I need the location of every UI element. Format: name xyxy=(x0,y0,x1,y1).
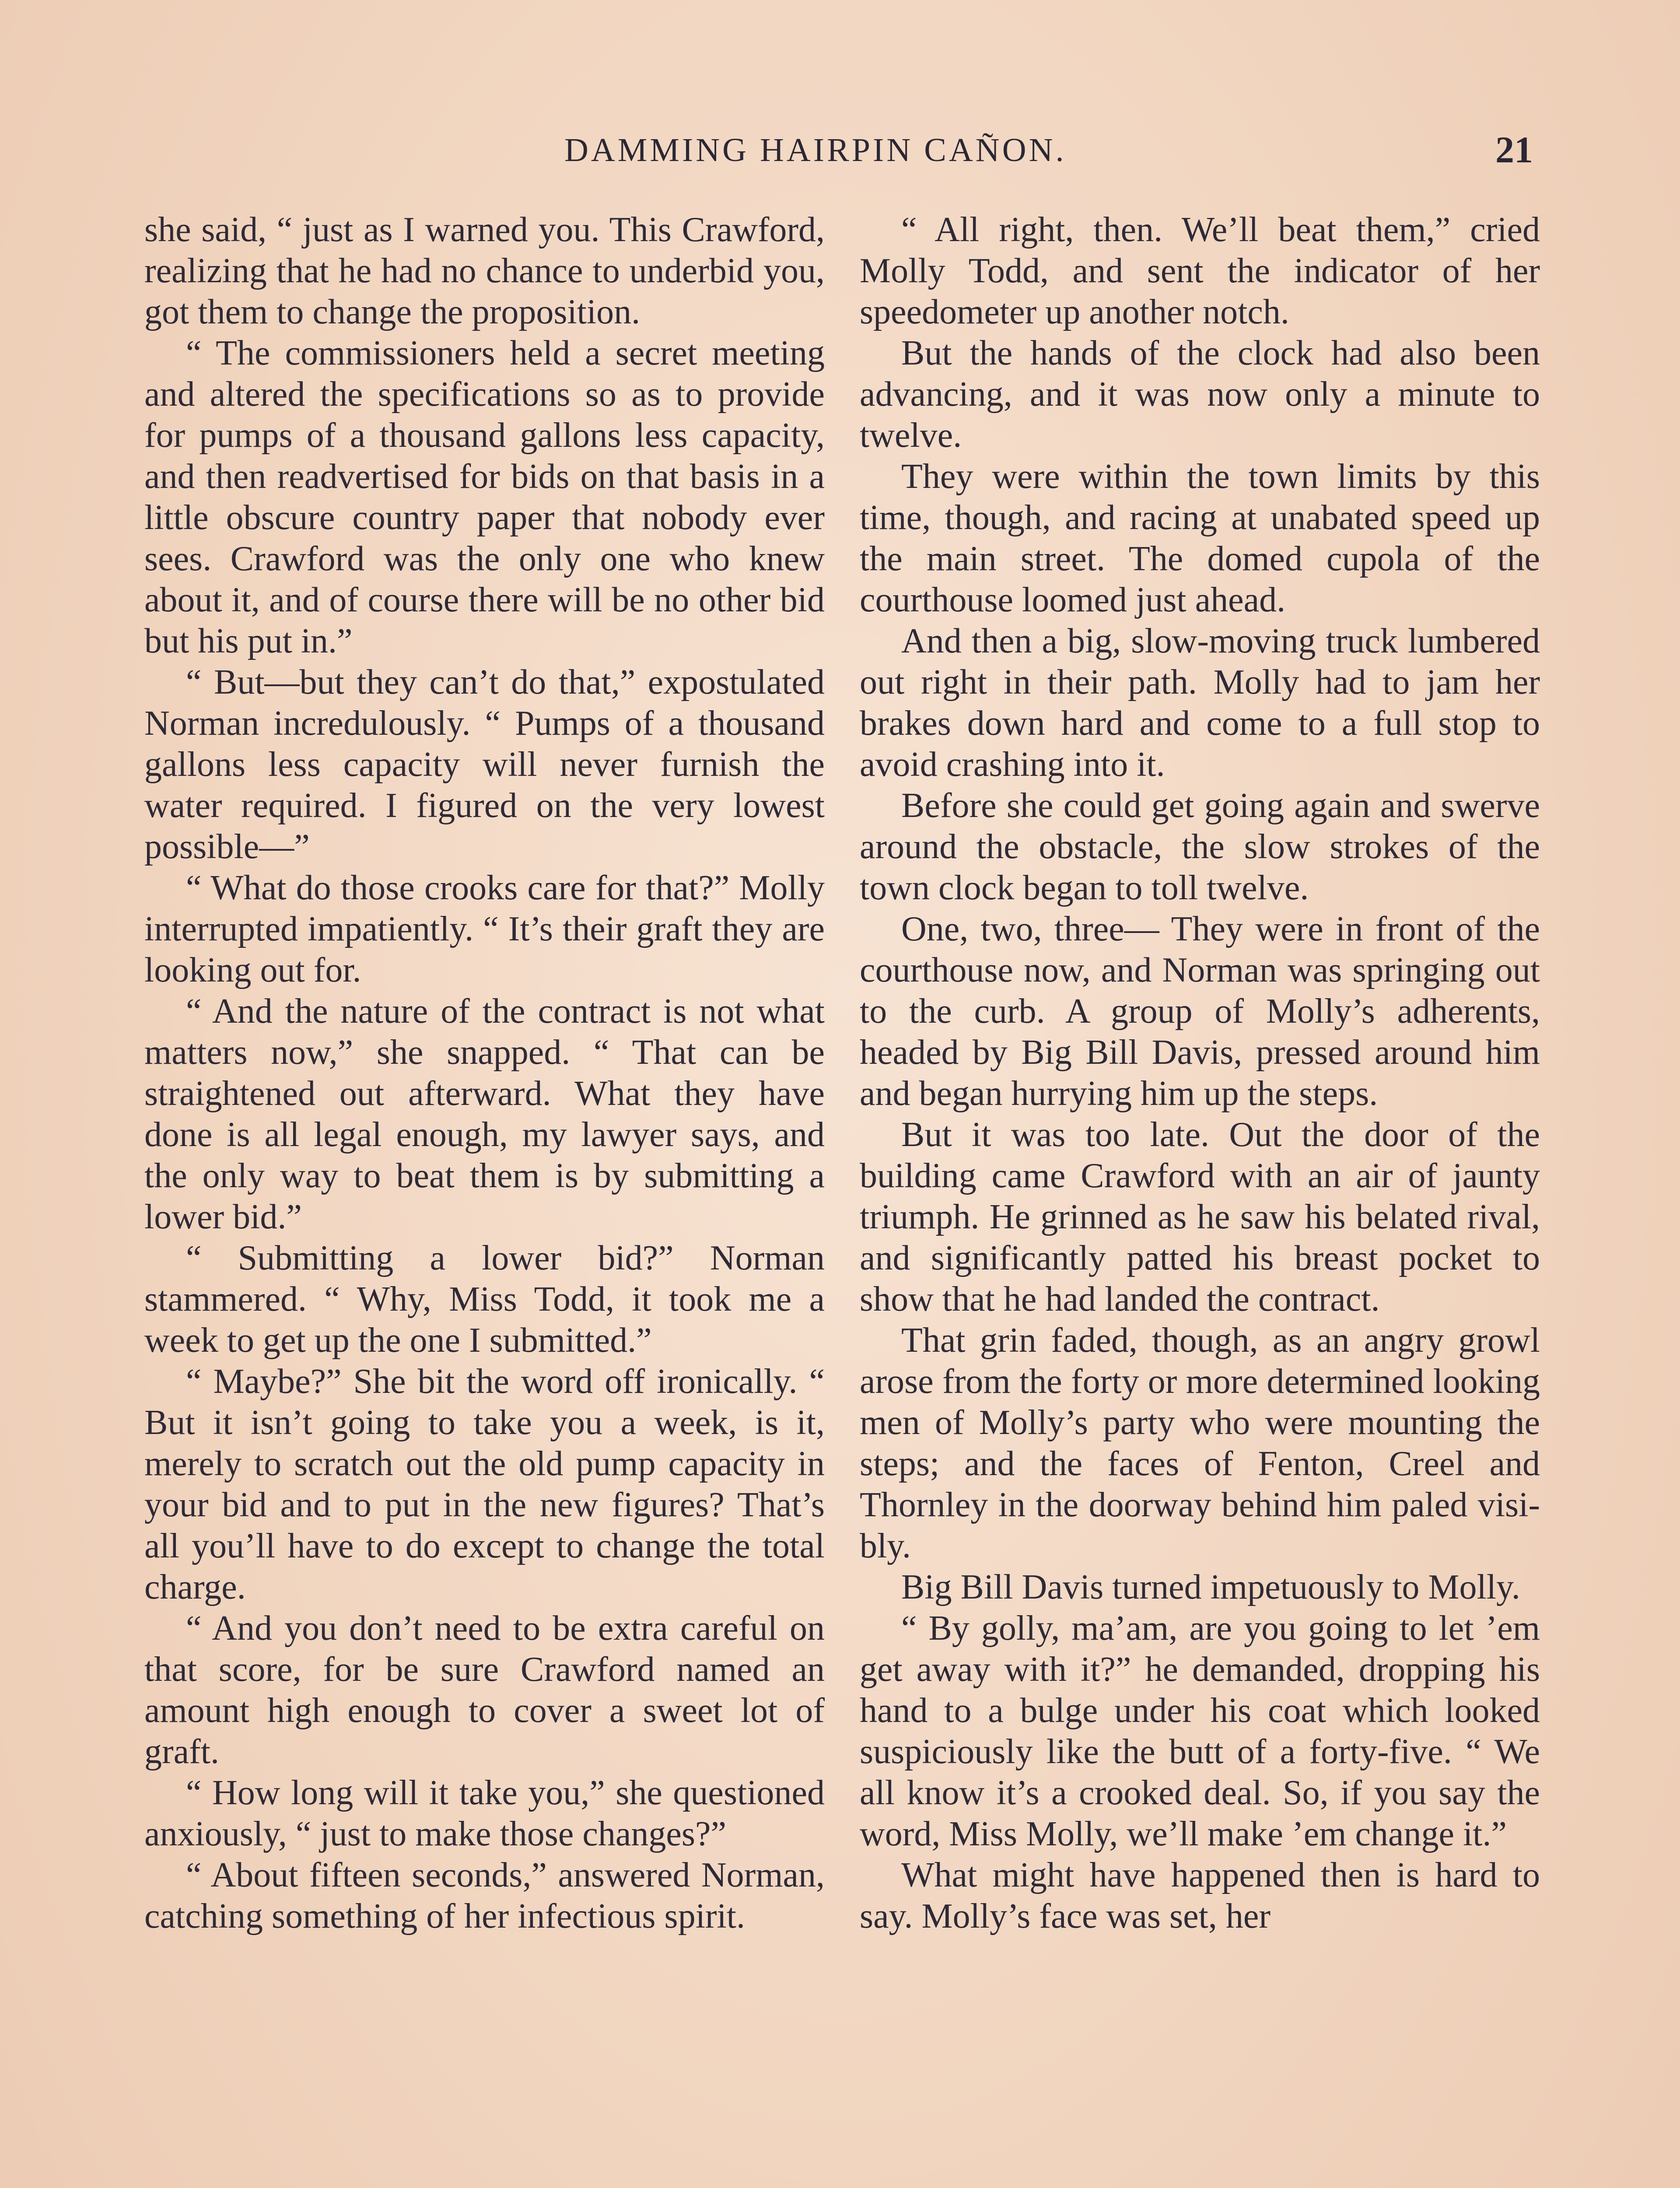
paragraph: “ Maybe?” She bit the word off ironically. “ But it isn’t going to take you a week, is it, merely to scratch out the old pump capacity in your bid and to put in the new figures? That’s all you’ll have to do except to change the total charge. xyxy=(144,1362,825,1606)
paragraph: “ About fifteen seconds,” answered Norman, catching something of her infectious spirit. xyxy=(144,1856,825,1936)
paragraph: That grin faded, though, as an angry growl arose from the forty or more determined looking men of Molly’s party who were mounting the steps; and the faces of Fenton, Creel and Thornley in the doorway behind him paled visibly. xyxy=(860,1321,1540,1565)
paragraph: she said, “ just as I warned you. This Crawford, realizing that he had no chance to underbid you, got them to change the proposition. xyxy=(144,210,825,331)
paragraph: “ By golly, ma’am, are you going to let ’em get away with it?” he demanded, dropping his hand to a bulge under his coat which looked suspiciously like the butt of a forty-five. “ We all know it’s a crooked deal. So, if you say the word, Miss Molly, we’ll make ’em change it.” xyxy=(860,1609,1540,1853)
paragraph: What might have happened then is hard to say. Molly’s face was set, her xyxy=(860,1856,1540,1936)
paragraph: “ All right, then. We’ll beat them,” cried Molly Todd, and sent the indicator of her speedometer up another notch. xyxy=(860,210,1540,331)
paragraph: And then a big, slow-moving truck lumbered out right in their path. Molly had to jam her brakes down hard and come to a full stop to avoid crashing into it. xyxy=(860,622,1540,784)
page-number: 21 xyxy=(1495,129,1533,171)
paragraph: “ Submitting a lower bid?” Norman stammered. “ Why, Miss Todd, it took me a week to get up the one I submitted.” xyxy=(144,1239,825,1360)
paragraph: “ What do those crooks care for that?” Molly interrupted impatiently. “ It’s their graft they are looking out for. xyxy=(144,869,825,989)
paragraph: Big Bill Davis turned impetuously to Molly. xyxy=(901,1568,1520,1606)
paragraph: “ But—but they can’t do that,” expostulated Norman incredulously. “ Pumps of a thousand gallons less capacity will never furnish the water required. I figured on the very lowest possible—” xyxy=(144,663,825,866)
paragraph: One, two, three— They were in front of the courthouse now, and Norman was springing out to the curb. A group of Molly’s adherents, headed by Big Bill Davis, pressed around him and began hurrying him up the steps. xyxy=(860,910,1540,1113)
paragraph: “ And you don’t need to be extra careful on that score, for be sure Crawford named an amount high enough to cover a sweet lot of graft. xyxy=(144,1609,825,1771)
paragraph: They were within the town limits by this time, though, and racing at unabated speed up the main street. The domed cupola of the courthouse loomed just ahead. xyxy=(860,457,1540,619)
left-text-column xyxy=(144,209,825,1937)
paragraph: “ The commissioners held a secret meeting and altered the specifications so as to provide for pumps of a thousand gallons less capacity, and then readvertised for bids on that basis in a little obscure country paper that nobody ever sees. Crawford was the only one who knew about it, and of course there will be no other bid but his put in.” xyxy=(144,334,825,660)
paragraph: But the hands of the clock had also been advancing, and it was now only a minute to twelve. xyxy=(860,334,1540,455)
paragraph: Before she could get going again and swerve around the obstacle, the slow strokes of the town clock began to toll twelve. xyxy=(860,786,1540,907)
paragraph: But it was too late. Out the door of the building came Crawford with an air of jaunty triumph. He grinned as he saw his belated rival, and significantly patted his breast pocket to show that he had landed the contract. xyxy=(860,1115,1540,1318)
paragraph: “ How long will it take you,” she questioned anxiously, “ just to make those changes?” xyxy=(144,1774,825,1853)
running-title: DAMMING HAIRPIN CAÑON. xyxy=(564,132,1067,168)
right-text-column xyxy=(860,209,1540,1937)
paragraph: “ And the nature of the contract is not what matters now,” she snapped. “ That can be straightened out afterward. What they have done is all legal enough, my lawyer says, and the only way to beat them is by submitting a lower bid.” xyxy=(144,992,825,1236)
